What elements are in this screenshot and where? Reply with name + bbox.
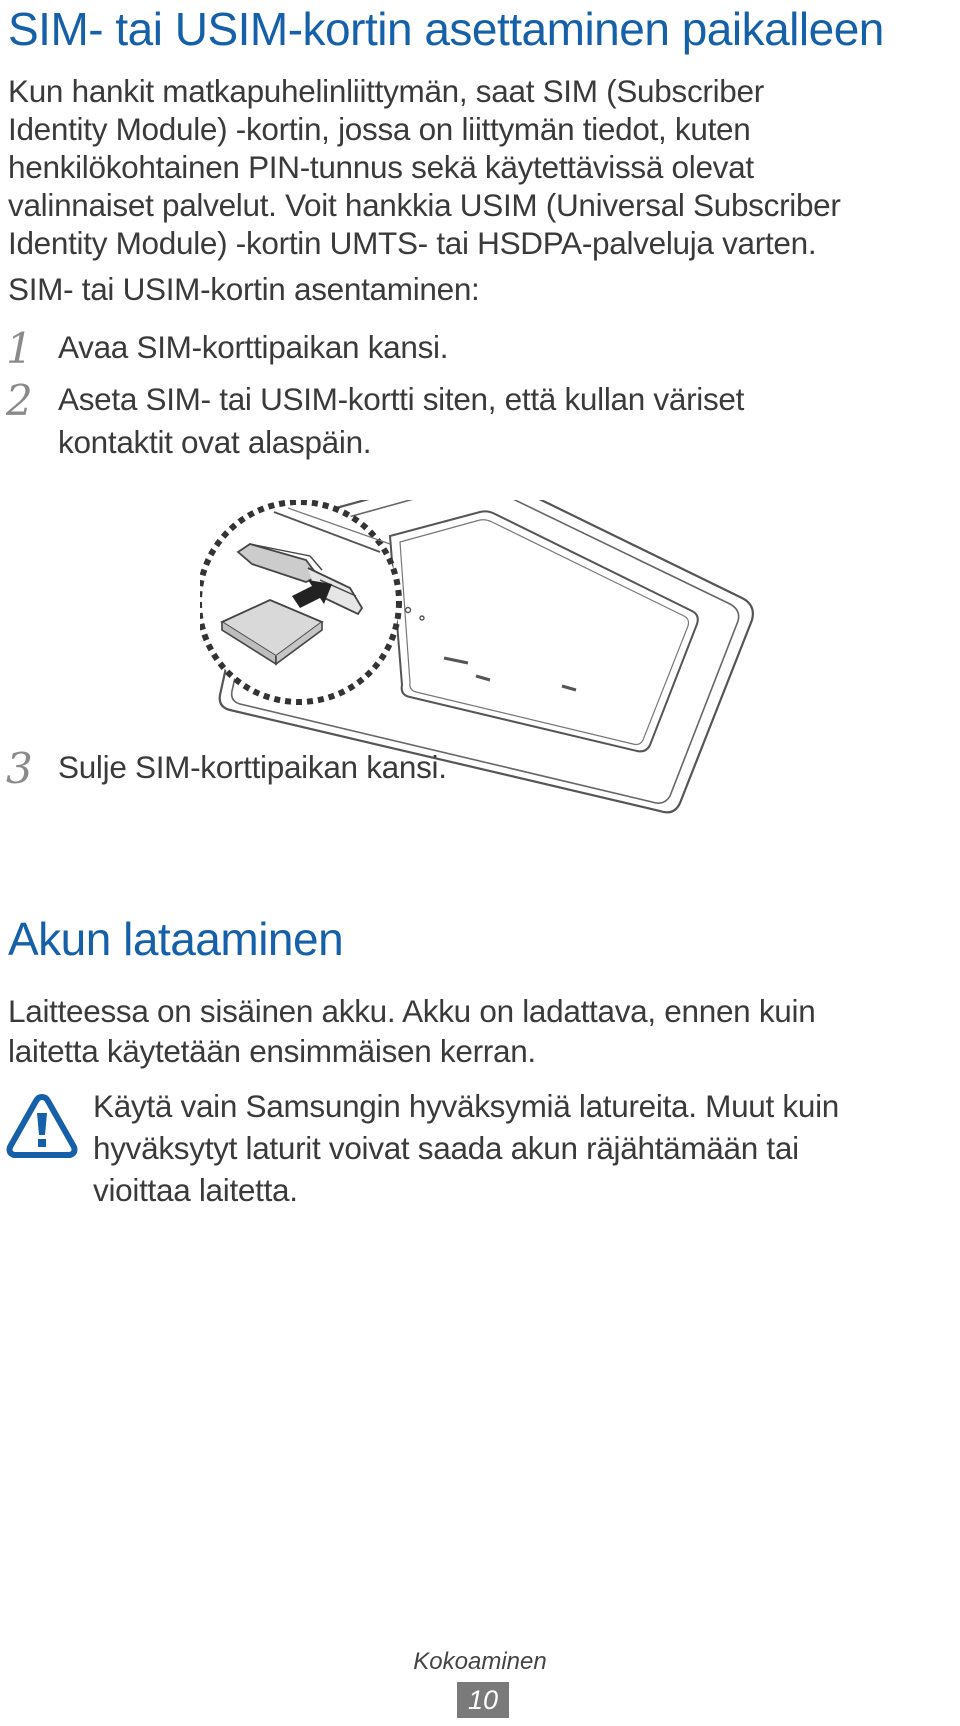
intro-line: laitetta käytetään ensimmäisen kerran.	[8, 1033, 536, 1069]
step-text: Aseta SIM- tai USIM-kortti siten, että kullan väriset kontaktit ovat alaspäin.	[58, 381, 745, 460]
footer-section-name: Kokoaminen	[413, 1648, 547, 1675]
intro-line: Kun hankit matkapuhelinliittymän, saat SIM (Subscriber	[8, 73, 764, 109]
step-text: Avaa SIM-korttipaikan kansi.	[58, 329, 449, 365]
intro-line: Identity Module) -kortin, jossa on liittymän tiedot, kuten	[8, 111, 751, 147]
warning-note	[93, 1085, 933, 1211]
warning-line: vioittaa laitetta.	[93, 1172, 298, 1208]
page-number: 10	[457, 1682, 509, 1718]
step-text: Sulje SIM-korttipaikan kansi.	[58, 749, 447, 785]
warning-icon	[6, 1093, 78, 1159]
intro-line: valinnaiset palvelut. Voit hankkia USIM (Universal Subscriber	[8, 187, 841, 223]
install-lead-text: SIM- tai USIM-kortin asentaminen:	[8, 271, 480, 307]
step-number: 1	[6, 324, 33, 373]
intro-line: Identity Module) -kortin UMTS- tai HSDPA-palveluja varten.	[8, 225, 817, 261]
warning-line: Käytä vain Samsungin hyväksymiä latureita. Muut kuin	[93, 1088, 840, 1124]
step-number: 2	[6, 376, 33, 425]
warning-line: hyväksytyt laturit voivat saada akun räjähtämään tai	[93, 1130, 799, 1166]
section-title-sim: SIM- tai USIM-kortin asettaminen paikalleen	[8, 3, 884, 55]
section-title-battery: Akun lataaminen	[8, 913, 344, 965]
intro-line: henkilökohtainen PIN-tunnus sekä käytettävissä olevat	[8, 149, 754, 185]
step-number: 3	[6, 744, 33, 793]
intro-line: Laitteessa on sisäinen akku. Akku on ladattava, ennen kuin	[8, 993, 816, 1029]
